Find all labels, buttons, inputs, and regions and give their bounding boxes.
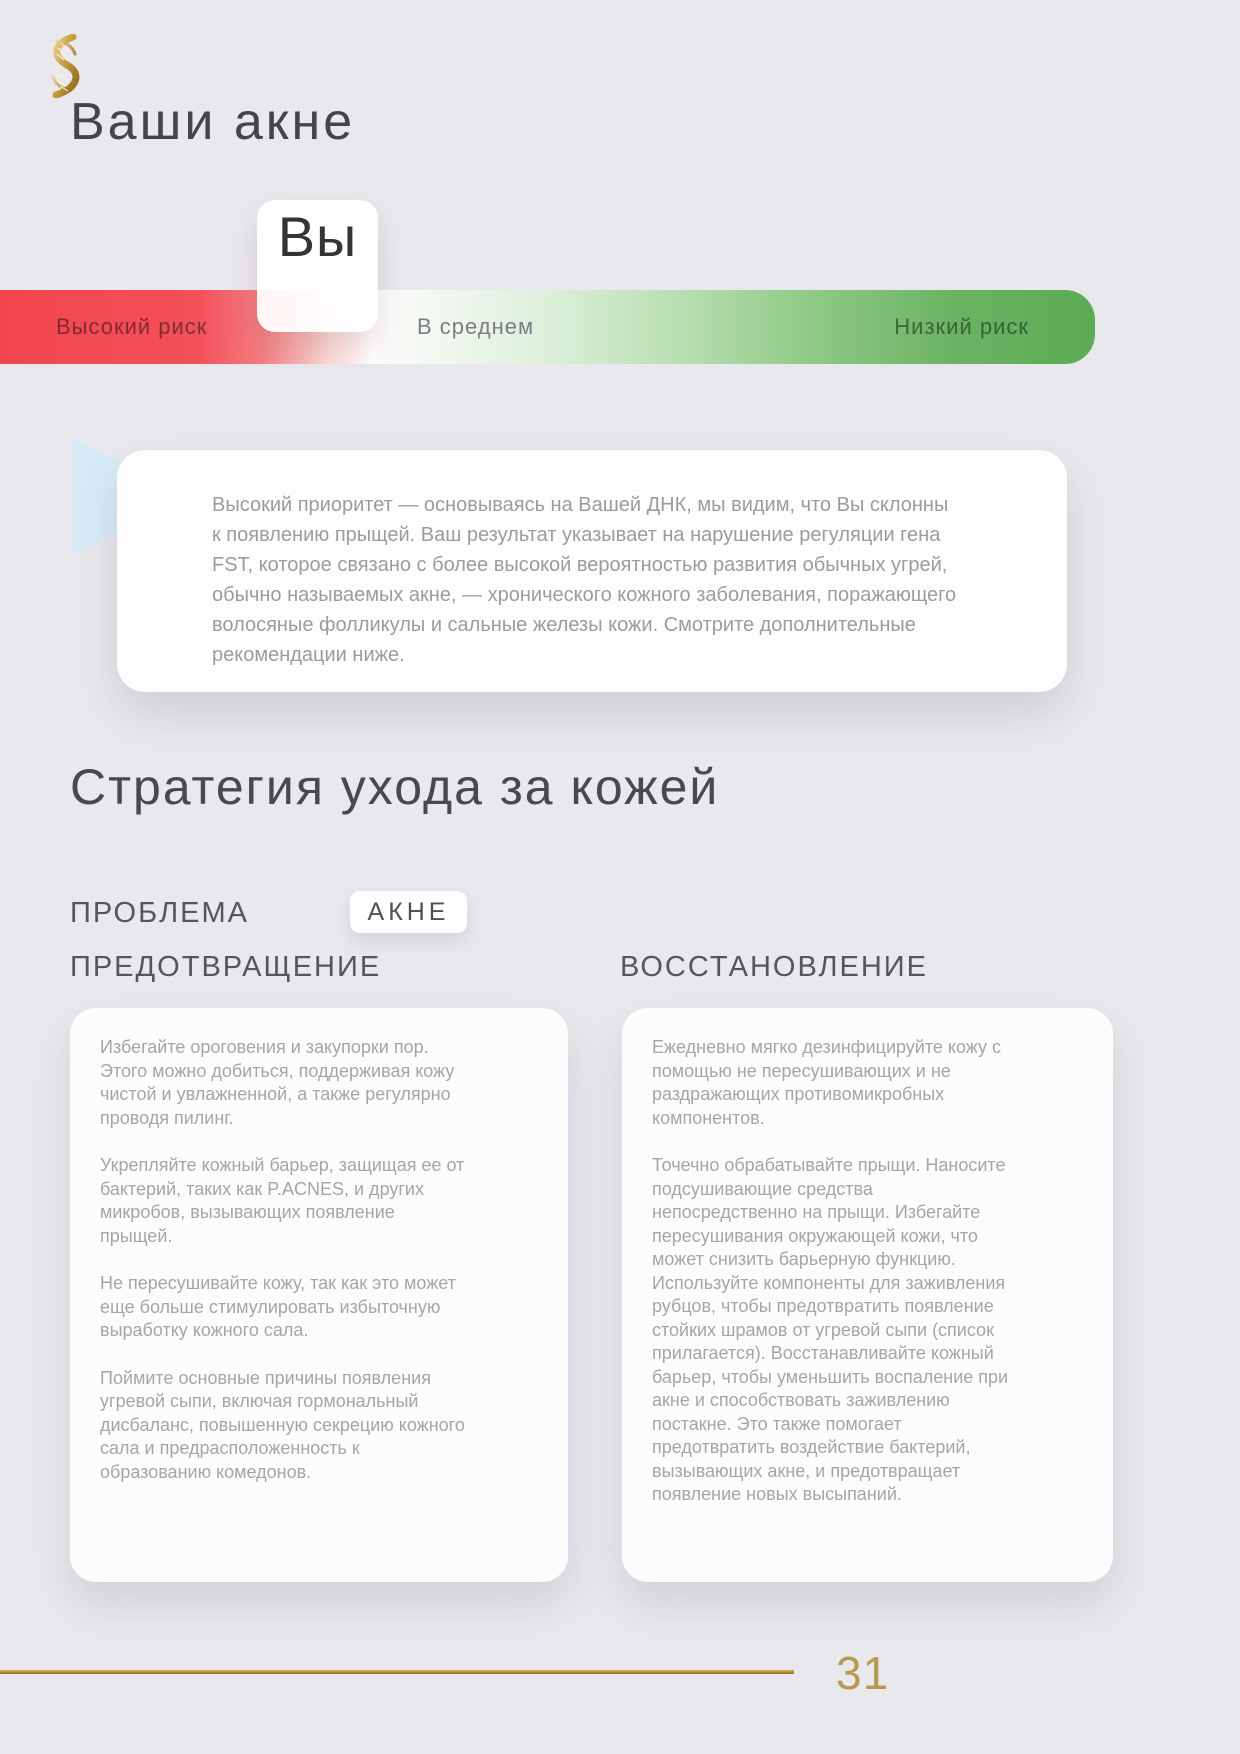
- footer-divider-line: [0, 1670, 794, 1674]
- page-title: Ваши акне: [70, 93, 356, 151]
- risk-label-low: Низкий риск: [894, 314, 1029, 339]
- problem-value: АКНЕ: [367, 897, 450, 926]
- prevention-card: [70, 1008, 568, 1582]
- restoration-heading: ВОССТАНОВЛЕНИЕ: [620, 951, 928, 983]
- you-marker-label: Вы: [277, 205, 358, 268]
- card-paragraph: Точечно обрабатывайте прыщи. Наносите подсушивающие средства непосредственно на прыщи. Избегайте пересушивания окружающей кожи, что может снизить барьерную функцию. Используйте компоненты для заживления рубцов, чтобы предотвратить появление стойких шрамов от угревой сыпи (список прилагается). Восстанавливайте кожный барьер, чтобы уменьшить воспаление при акне и способствовать заживлению постакне. Это также помогает предотвратить воздействие бактерий, вызывающих акне, и предотвращает появление новых высыпаний.: [652, 1155, 1009, 1504]
- problem-label: ПРОБЛЕМА: [70, 897, 250, 929]
- prevention-heading: ПРЕДОТВРАЩЕНИЕ: [70, 951, 382, 983]
- card-paragraph: Укрепляйте кожный барьер, защищая ее от бактерий, таких как P.ACNES, и других микробов, вызывающих появление прыщей.: [100, 1155, 465, 1246]
- risk-label-medium: В среднем: [417, 314, 535, 339]
- restoration-card: [622, 1008, 1113, 1582]
- problem-value-badge: [350, 891, 467, 933]
- risk-label-high: Высокий риск: [56, 314, 208, 339]
- priority-note-card: [117, 450, 1067, 692]
- card-paragraph: Поймите основные причины появления угревой сыпи, включая гормональный дисбаланс, повышенную секрецию кожного сала и предрасположенность к образованию комедонов.: [100, 1367, 465, 1482]
- page-number: 31: [836, 1647, 890, 1699]
- dna-helix-icon: [44, 34, 84, 98]
- card-paragraph: Не пересушивайте кожу, так как это может еще больше стимулировать избыточную выработку кожного сала.: [100, 1273, 456, 1340]
- you-position-marker: [257, 200, 378, 332]
- section-title: Стратегия ухода за кожей: [70, 759, 720, 815]
- risk-gradient-bar: [0, 290, 1095, 364]
- card-paragraph: Ежедневно мягко дезинфицируйте кожу с помощью не пересушивающих и не раздражающих противомикробных компонентов.: [652, 1037, 1002, 1128]
- priority-note-text: Высокий приоритет — основываясь на Вашей ДНК, мы видим, что Вы склонны к появлению прыщей. Ваш результат указывает на нарушение регуляции гена FST, которое связано с более высокой вероятностью развития обычных угрей, обычно называемых акне, — хронического кожного заболевания, поражающего волосяные фолликулы и сальные железы кожи. Смотрите дополнительные рекомендации ниже.: [212, 494, 957, 666]
- card-paragraph: Избегайте ороговения и закупорки пор. Этого можно добиться, поддерживая кожу чистой и увлажненной, а также регулярно проводя пилинг.: [100, 1037, 455, 1128]
